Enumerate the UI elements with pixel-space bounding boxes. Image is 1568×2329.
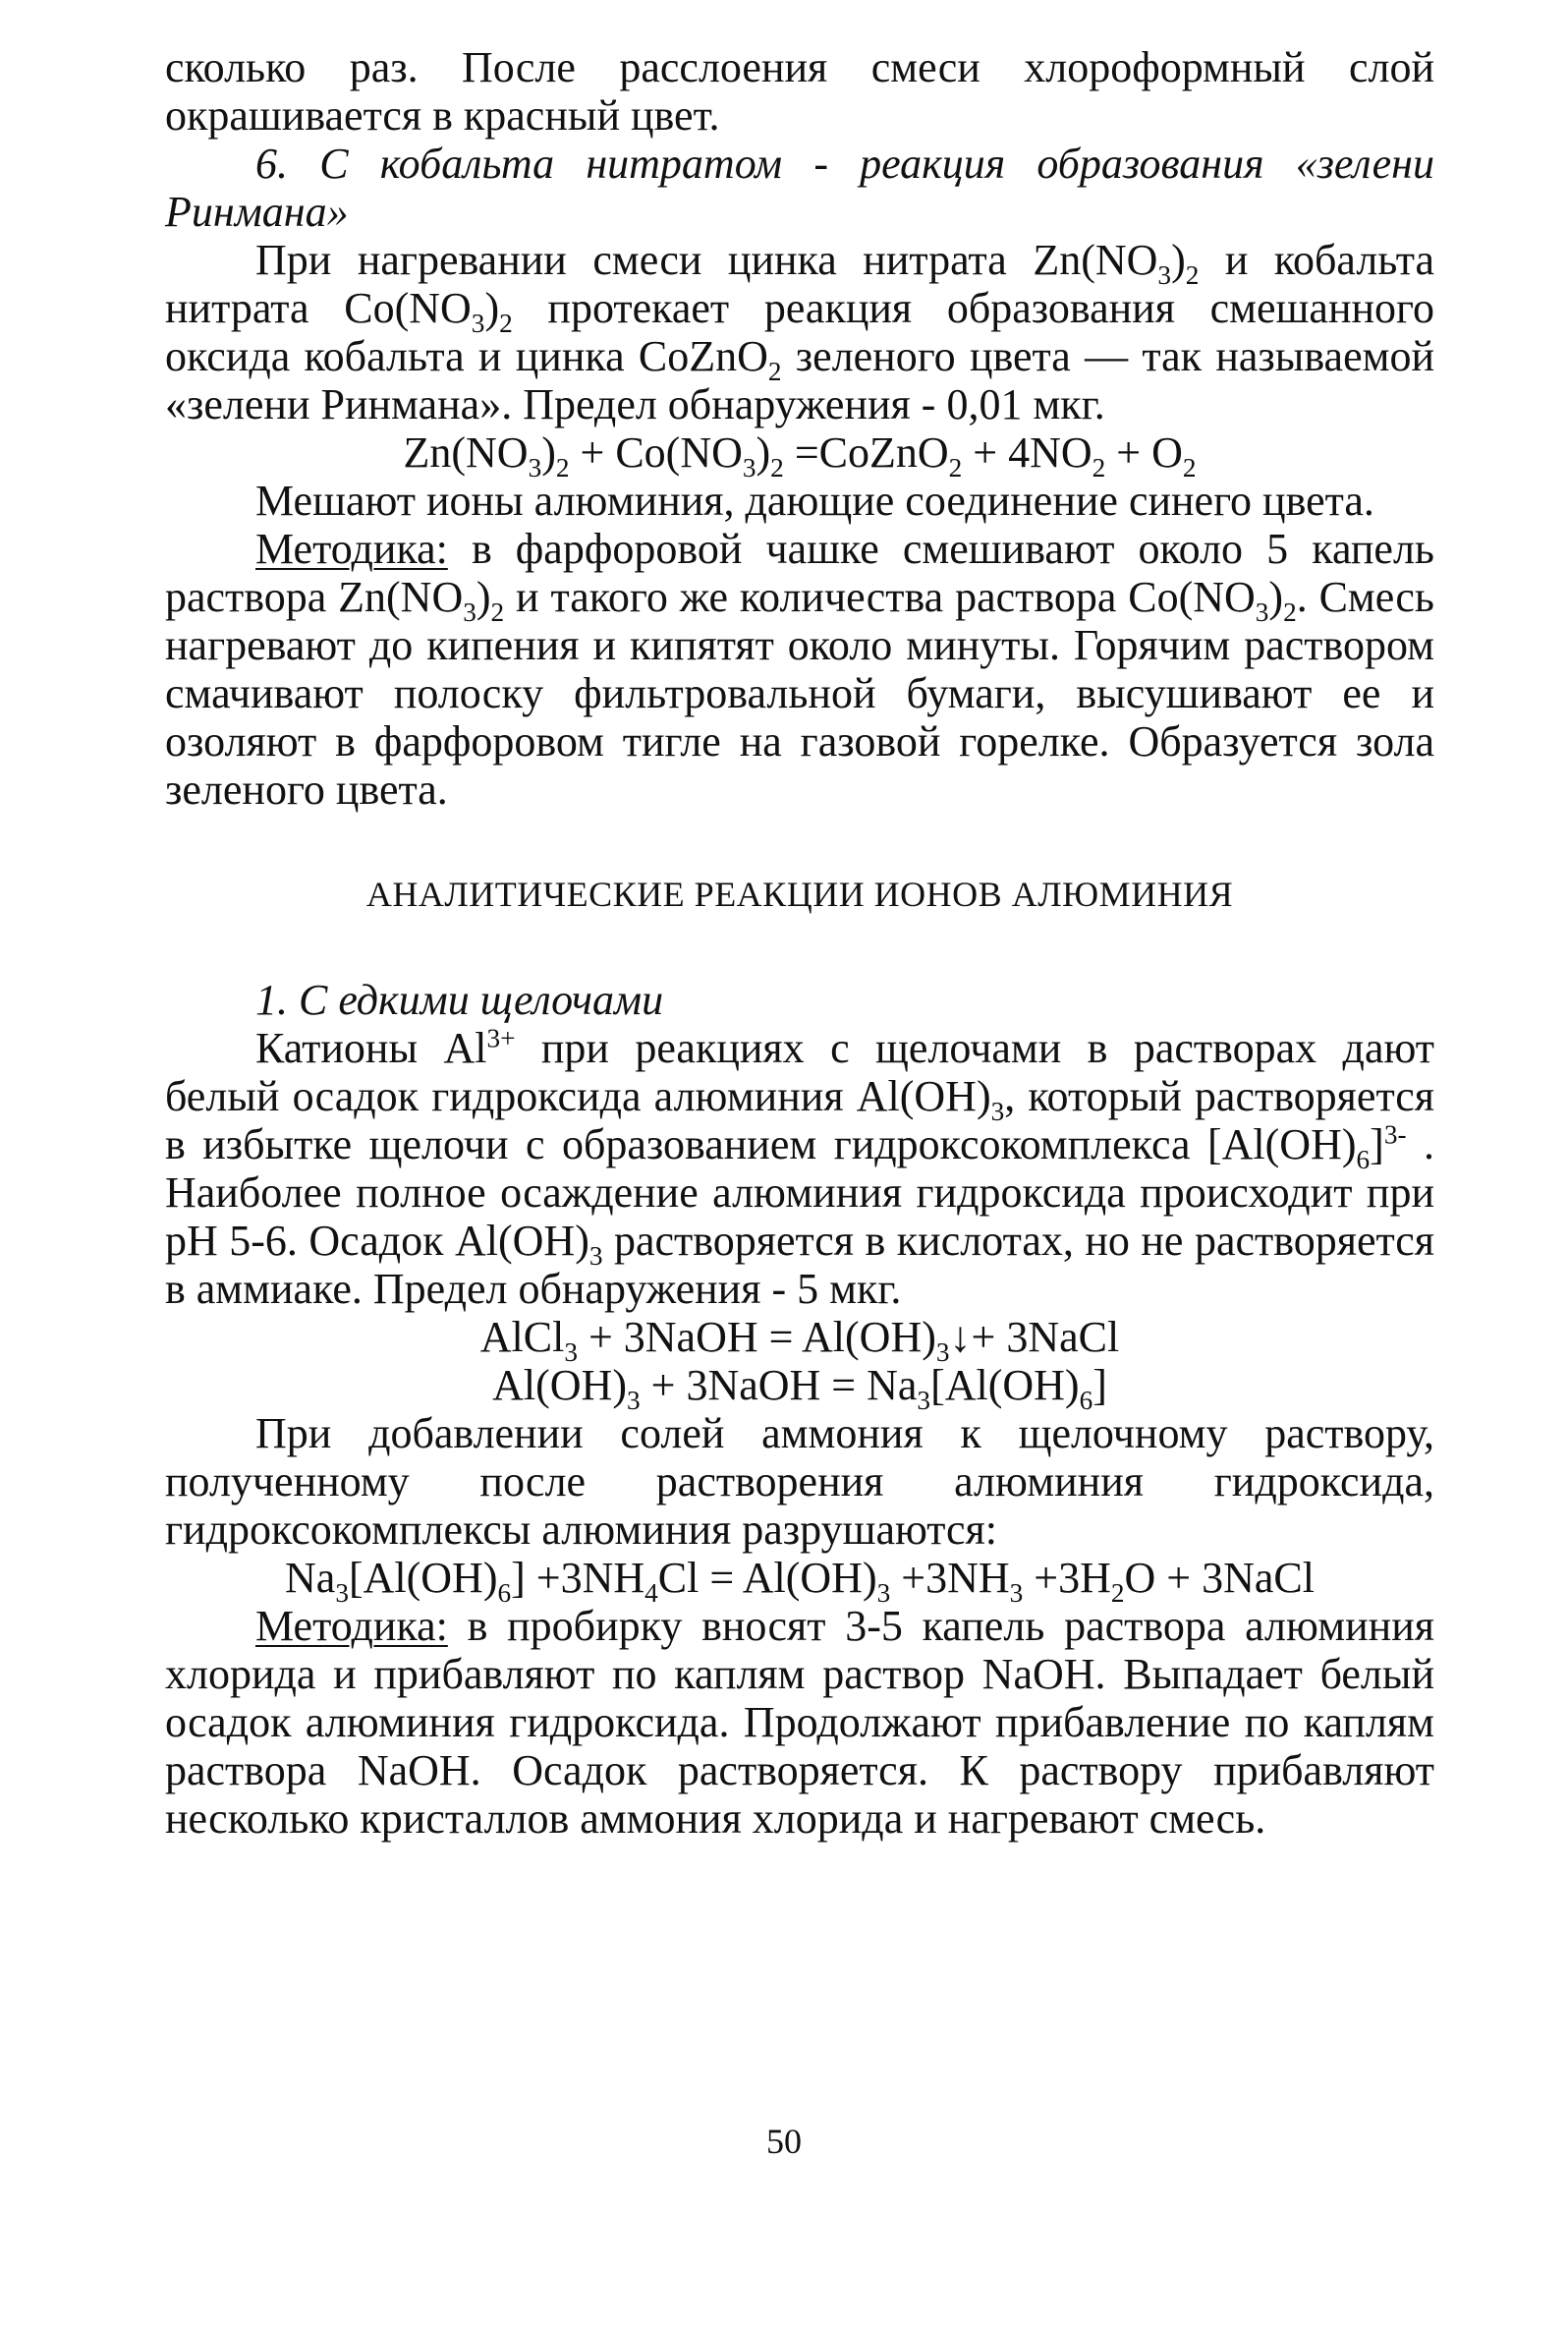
subscript: 6	[497, 1577, 512, 1608]
method-label: Методика:	[255, 1602, 448, 1650]
section-heading: АНАЛИТИЧЕСКИЕ РЕАКЦИИ ИОНОВ АЛЮМИНИЯ	[365, 875, 1234, 914]
superscript: 3-	[1383, 1119, 1407, 1150]
subscript: 2	[767, 356, 782, 386]
text-span: в пробирку вносят 3-5 капель раствора алюминия хлорида и прибавляют по каплям раствор NaOH. Выпадает белый осадок алюминия гидроксида. Продолжают прибавление по каплям раствора NaOH. Осадок растворяется. К раствору прибавляют несколько кристаллов аммония хлорида и нагревают смесь.	[165, 1602, 1434, 1843]
subscript: 2	[1283, 596, 1297, 627]
alkali-paragraph	[165, 1024, 1434, 1313]
eq-part: =CoZnO	[783, 428, 949, 477]
subscript: 3	[1255, 596, 1269, 627]
eq-part: )	[756, 428, 771, 477]
eq-part: Zn(NO	[403, 428, 529, 477]
subscript: 3	[588, 1240, 603, 1271]
subscript: 4	[644, 1577, 658, 1608]
text-span: При нагревании смеси цинка нитрата Zn(NO	[255, 236, 1158, 284]
text-span: . Наиболее полное осаждение алюминия гидроксида происходит при pH 5-6. Осадок Al(OH)	[165, 1120, 1434, 1265]
intro-text: сколько раз. После расслоения смеси хлороформный слой окрашивается в красный цвет.	[165, 43, 1434, 140]
text-span: )	[1171, 236, 1186, 284]
rinmann-equation	[165, 428, 1434, 483]
intro-paragraph	[165, 43, 1434, 140]
text-span: . Смесь нагревают до кипения и кипятят около минуты. Горячим раствором смачивают полоску фильтровальной бумаги, высушивают ее и озоляют в фарфоровом тигле на газовой горелке. Образуется зола зеленого цвета.	[165, 573, 1434, 814]
eq-part: + 4NO	[962, 428, 1092, 477]
subscript: 2	[555, 452, 570, 483]
eq-part: Cl = Al(OH)	[657, 1554, 877, 1602]
text-span: )	[476, 573, 491, 621]
eq-part: + Co(NO	[569, 428, 743, 477]
interference-note: Мешают ионы алюминия, дающие соединение синего цвета.	[255, 477, 1374, 525]
eq-part: Al(OH)	[492, 1361, 627, 1409]
superscript: 3+	[486, 1023, 516, 1053]
eq-part: + O	[1105, 428, 1183, 477]
text-span: , который растворяется в избытке щелочи с образованием гидроксокомплекса [Al(OH)	[165, 1072, 1434, 1168]
cobalt-section-title: 6. С кобальта нитратом - реакция образования «зелени Ринмана»	[165, 140, 1434, 236]
subscript: 3	[990, 1096, 1005, 1126]
alkali-equation-1	[165, 1313, 1434, 1367]
text-span: Катионы Al	[255, 1024, 487, 1072]
eq-part: + 3NaOH = Na	[640, 1361, 918, 1409]
page-number: 50	[766, 2122, 802, 2161]
eq-part: +3NH	[890, 1554, 1010, 1602]
ammonium-paragraph: При добавлении солей аммония к щелочному раствору, полученному после растворения алюминия гидроксида, гидроксокомплексы алюминия разрушаются:	[165, 1409, 1434, 1554]
subscript: 6	[1356, 1144, 1371, 1174]
subscript: 2	[1092, 452, 1106, 483]
text-span: при реакциях с щелочами в растворах дают белый осадок гидроксида алюминия Al(OH)	[165, 1024, 1434, 1120]
alkali-equation-3	[165, 1554, 1434, 1608]
text-span: зеленого цвета — так называемой «зелени Ринмана». Предел обнаружения - 0,01 мкг.	[165, 332, 1434, 428]
subscript: 2	[1185, 259, 1200, 290]
eq-part: [Al(OH)	[348, 1554, 498, 1602]
eq-part: ↓+ 3NaCl	[949, 1313, 1120, 1361]
text-span: в фарфоровой чашке смешивают около 5 капель раствора Zn(NO	[165, 525, 1434, 621]
subscript: 3	[1009, 1577, 1024, 1608]
alkali-equation-2	[165, 1361, 1434, 1415]
eq-part: +3H	[1023, 1554, 1111, 1602]
cobalt-paragraph	[165, 236, 1434, 428]
eq-part: Na	[285, 1554, 336, 1602]
eq-part: + 3NaOH = Al(OH)	[577, 1313, 936, 1361]
subscript: 2	[948, 452, 963, 483]
subscript: 2	[1110, 1577, 1125, 1608]
subscript: 3	[1157, 259, 1172, 290]
subscript: 3	[742, 452, 756, 483]
eq-part: ]	[1092, 1361, 1107, 1409]
text-span: растворяется в кислотах, но не растворяется в аммиаке. Предел обнаружения - 5 мкг.	[165, 1217, 1435, 1313]
subscript: 3	[335, 1577, 349, 1608]
eq-part: [Al(OH)	[930, 1361, 1080, 1409]
text-span: ]	[1370, 1120, 1384, 1168]
text-span: )	[484, 284, 500, 332]
subscript: 2	[499, 308, 513, 338]
text-span: )	[1268, 573, 1284, 621]
subscript: 3	[935, 1336, 950, 1367]
subscript: 3	[471, 308, 485, 338]
eq-part: )	[541, 428, 556, 477]
text-span: и кобальта нитрата Co(NO	[165, 236, 1434, 332]
subscript: 6	[1079, 1385, 1093, 1415]
method-label: Методика:	[255, 525, 448, 573]
subscript: 3	[917, 1385, 931, 1415]
eq-part: ] +3NH	[511, 1554, 645, 1602]
subscript: 3	[463, 596, 476, 627]
subscript: 2	[1182, 452, 1197, 483]
text-span: протекает реакция образования смешанного оксида кобальта и цинка CoZnO	[165, 284, 1434, 380]
subscript: 3	[876, 1577, 891, 1608]
subscript: 3	[528, 452, 542, 483]
alkali-method-paragraph	[165, 1602, 1434, 1843]
text-span: и такого же количества раствора Co(NO	[504, 573, 1256, 621]
subscript: 3	[626, 1385, 641, 1415]
subscript: 2	[490, 596, 505, 627]
subscript: 3	[564, 1336, 578, 1367]
page-content	[165, 43, 1434, 1843]
subscript: 2	[770, 452, 784, 483]
alkali-section-title: 1. С едкими щелочами	[255, 976, 664, 1024]
eq-part: O + 3NaCl	[1124, 1554, 1315, 1602]
eq-part: AlCl	[479, 1313, 565, 1361]
cobalt-method-paragraph	[165, 525, 1434, 814]
